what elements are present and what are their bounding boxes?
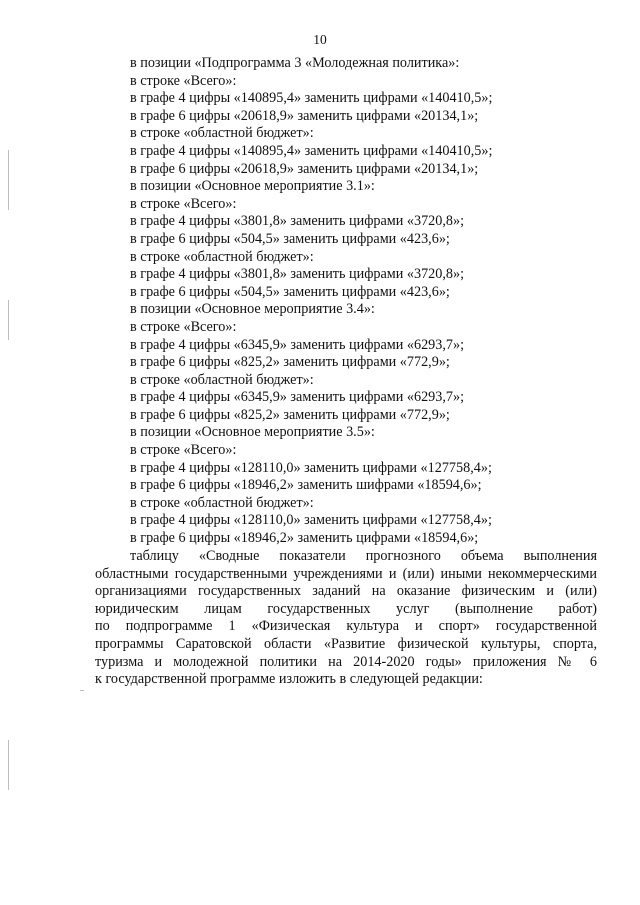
amendment-line: в строке «Всего»: <box>130 318 237 335</box>
table-replacement-paragraph <box>95 548 597 689</box>
amendment-line: в строке «областной бюджет»: <box>130 371 314 388</box>
amendment-line: в графе 4 цифры «128110,0» заменить цифрами «127758,4»; <box>130 459 492 476</box>
paragraph-line: туризма и молодежной политики на 2014-2020 годы» приложения № 6 <box>95 653 597 670</box>
amendment-line: в графе 6 цифры «504,5» заменить цифрами «423,6»; <box>130 230 450 247</box>
amendment-line: в строке «Всего»: <box>130 442 237 459</box>
scan-artifact-left-2 <box>8 300 9 340</box>
amendment-line: в графе 6 цифры «20618,9» заменить цифрами «20134,1»; <box>130 160 479 177</box>
amendment-line: в позиции «Подпрограмма 3 «Молодежная политика»: <box>130 55 460 71</box>
amendment-line: в строке «Всего»: <box>130 72 237 89</box>
amendment-line: в графе 6 цифры «18946,2» заменить цифрами «18594,6»; <box>130 530 479 547</box>
amendment-line: в строке «областной бюджет»: <box>130 494 314 511</box>
amendment-line: в графе 4 цифры «6345,9» заменить цифрами «6293,7»; <box>130 336 465 353</box>
amendment-line: в позиции «Основное мероприятие 3.1»: <box>130 178 375 195</box>
amendment-list <box>130 55 530 548</box>
paragraph-line: областными государственными учреждениями и (или) иными некоммерческими <box>95 565 597 582</box>
paragraph-line: к государственной программе изложить в следующей редакции: <box>95 671 483 688</box>
amendment-line: в графе 4 цифры «3801,8» заменить цифрами «3720,8»; <box>130 266 465 283</box>
amendment-line: в графе 4 цифры «140895,4» заменить цифрами «140410,5»; <box>130 90 493 107</box>
scan-artifact-left-4 <box>80 690 84 691</box>
amendment-line: в графе 6 цифры «20618,9» заменить цифрами «20134,1»; <box>130 107 479 124</box>
paragraph-line: по подпрограмме 1 «Физическая культура и спорт» государственной <box>95 618 597 635</box>
paragraph-line: таблицу «Сводные показатели прогнозного объема выполнения <box>130 548 597 564</box>
amendment-line: в строке «Всего»: <box>130 195 237 212</box>
scan-artifact-left-1 <box>8 150 9 210</box>
amendment-line: в позиции «Основное мероприятие 3.5»: <box>130 424 375 441</box>
amendment-line: в позиции «Основное мероприятие 3.4»: <box>130 301 375 318</box>
amendment-line: в графе 4 цифры «3801,8» заменить цифрами «3720,8»; <box>130 213 465 230</box>
amendment-line: в графе 6 цифры «18946,2» заменить шифрами «18594,6»; <box>130 477 482 494</box>
amendment-line: в строке «областной бюджет»: <box>130 248 314 265</box>
paragraph-line: программы Саратовской области «Развитие физической культуры, спорта, <box>95 635 597 652</box>
paragraph-line: организациями государственных заданий на оказание физическим и (или) <box>95 583 597 600</box>
amendment-line: в графе 6 цифры «825,2» заменить цифрами «772,9»; <box>130 406 450 423</box>
amendment-line: в графе 4 цифры «128110,0» заменить цифрами «127758,4»; <box>130 512 492 529</box>
amendment-line: в графе 6 цифры «825,2» заменить цифрами «772,9»; <box>130 354 450 371</box>
scan-artifact-left-3 <box>8 740 9 790</box>
amendment-line: в графе 4 цифры «140895,4» заменить цифрами «140410,5»; <box>130 142 493 159</box>
amendment-line: в строке «областной бюджет»: <box>130 125 314 142</box>
page-number: 10 <box>313 32 327 47</box>
paragraph-line: юридическим лицам государственных услуг (выполнение работ) <box>95 600 597 617</box>
amendment-line: в графе 4 цифры «6345,9» заменить цифрами «6293,7»; <box>130 389 465 406</box>
amendment-line: в графе 6 цифры «504,5» заменить цифрами «423,6»; <box>130 283 450 300</box>
